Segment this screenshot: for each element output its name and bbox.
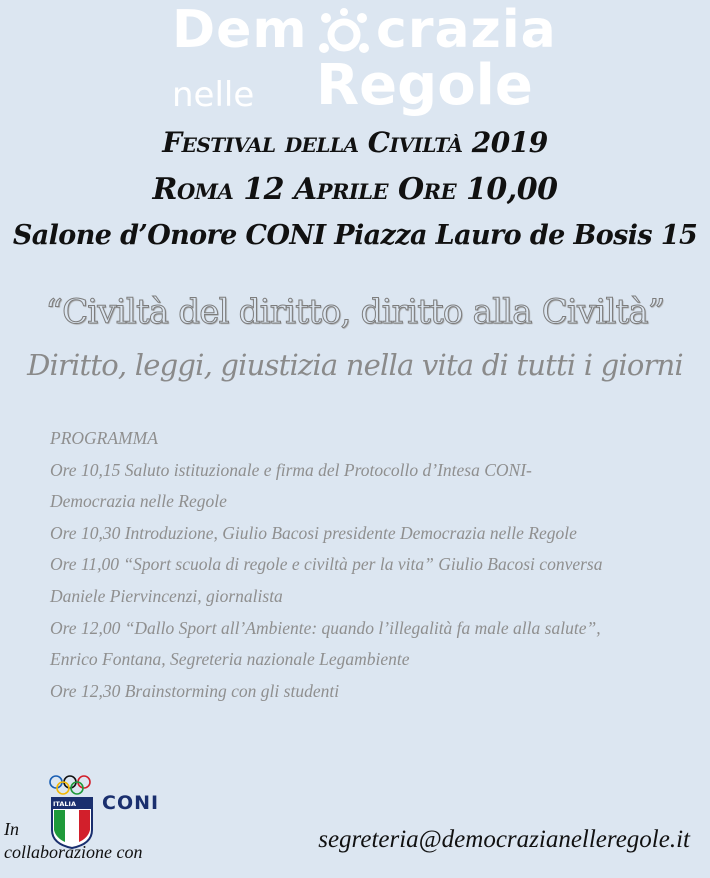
program-section: [50, 423, 700, 707]
program-heading: PROGRAMMA: [50, 428, 158, 448]
event-date: Roma 12 Aprile Ore 10,00: [152, 172, 558, 207]
program-line: Ore 12,30 Brainstorming con gli studenti: [50, 680, 340, 701]
program-line: Daniele Piervincenzi, giornalista: [50, 585, 283, 606]
coni-label: CONI: [102, 792, 160, 814]
program-line: Enrico Fontana, Segreteria nazionale Legambiente: [50, 649, 410, 670]
festival-title: Festival della Civiltà 2019: [162, 126, 548, 159]
shield-label: ITALIA: [53, 800, 76, 808]
logo-word-nelle: nelle: [172, 75, 255, 115]
logo-word-regole: Regole: [316, 53, 533, 118]
program-line: Democrazia nelle Regole: [50, 491, 227, 512]
collaboration-note: [4, 818, 142, 864]
event-subtitle: Diritto, leggi, giustizia nella vita di tutti i giorni: [27, 348, 683, 382]
collab-line-2: collaborazione con: [4, 842, 143, 862]
democrazia-nelle-regole-logo: [0, 0, 710, 118]
collab-line-1: In: [4, 819, 19, 839]
program-line: Ore 10,30 Introduzione, Giulio Bacosi presidente Democrazia nelle Regole: [50, 522, 577, 543]
logo-word-dem: Dem: [172, 0, 308, 60]
contact-email[interactable]: segreteria@democrazianelleregole.it: [318, 826, 690, 853]
olympic-rings-icon: [48, 774, 98, 796]
program-line: Ore 12,00 “Dallo Sport all’Ambiente: quando l’illegalità fa male alla salute”,: [50, 617, 601, 638]
logo-word-crazia: crazia: [376, 0, 557, 60]
event-quote: “Civiltà del diritto, diritto alla Civiltà”: [45, 292, 665, 332]
event-venue: Salone d’Onore CONI Piazza Lauro de Bosis 15: [12, 220, 698, 251]
program-line: Ore 10,15 Saluto istituzionale e firma del Protocollo d’Intesa CONI-: [50, 459, 532, 480]
program-line: Ore 11,00 “Sport scuola di regole e civiltà per la vita” Giulio Bacosi conversa: [50, 554, 603, 575]
